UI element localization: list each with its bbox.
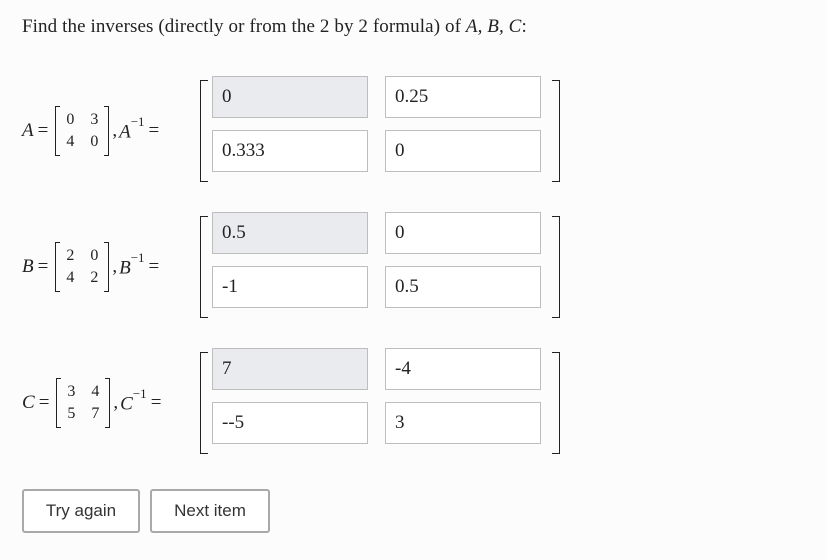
left-bracket	[55, 242, 60, 292]
matrix-b-cell-12: 0	[90, 247, 99, 264]
matrix-b-cell-21: 4	[66, 269, 75, 286]
matrix-b-cell-22: 2	[90, 269, 99, 286]
answer-right-bracket	[552, 80, 560, 182]
matrix-name-a: A	[22, 120, 34, 141]
answer-b-12[interactable]	[385, 212, 541, 254]
right-bracket	[104, 242, 109, 292]
matrix-equation-c	[22, 376, 167, 430]
question-prompt	[22, 16, 527, 38]
matrix-a	[55, 106, 109, 156]
matrix-equation-a	[22, 104, 165, 158]
matrix-name-b: B	[22, 256, 34, 277]
answer-c-11[interactable]	[212, 348, 368, 390]
prompt-variables: A, B, C	[465, 16, 522, 37]
matrix-a-cell-22: 0	[90, 133, 99, 150]
prompt-colon: :	[521, 16, 527, 37]
inverse-label-b: $B^{-1}$	[119, 250, 145, 279]
answer-a-12[interactable]	[385, 76, 541, 118]
matrix-a-cell-12: 3	[90, 111, 99, 128]
left-bracket	[55, 106, 60, 156]
comma: ,	[112, 120, 118, 141]
equals-sign: =	[148, 120, 160, 141]
right-bracket	[105, 378, 110, 428]
answer-b-11[interactable]	[212, 212, 368, 254]
left-bracket	[56, 378, 61, 428]
matrix-b-cell-11: 2	[66, 247, 75, 264]
answer-left-bracket	[200, 80, 208, 182]
matrix-name-c: C	[22, 392, 35, 413]
problem-row-c	[0, 348, 826, 458]
matrix-c-cell-11: 3	[67, 383, 76, 400]
equals-sign: =	[148, 256, 160, 277]
equals-sign: =	[37, 120, 49, 141]
comma: ,	[113, 392, 119, 413]
answer-left-bracket	[200, 216, 208, 318]
comma: ,	[112, 256, 118, 277]
equals-sign: =	[37, 256, 49, 277]
answer-right-bracket	[552, 352, 560, 454]
try-again-button[interactable]: Try again	[22, 489, 140, 533]
inverse-label-a: $A^{-1}$	[119, 114, 145, 143]
answer-c-21[interactable]	[212, 402, 368, 444]
right-bracket	[104, 106, 109, 156]
answer-a-11[interactable]	[212, 76, 368, 118]
problem-row-a	[0, 76, 826, 186]
answer-c-22[interactable]	[385, 402, 541, 444]
problem-row-b	[0, 212, 826, 322]
matrix-b	[55, 242, 109, 292]
equals-sign: =	[38, 392, 50, 413]
matrix-c-cell-22: 7	[91, 405, 100, 422]
next-item-button[interactable]: Next item	[150, 489, 270, 533]
answer-b-22[interactable]	[385, 266, 541, 308]
answer-left-bracket	[200, 352, 208, 454]
answer-a-21[interactable]	[212, 130, 368, 172]
matrix-c-cell-12: 4	[91, 383, 100, 400]
matrix-a-cell-21: 4	[66, 133, 75, 150]
answer-right-bracket	[552, 216, 560, 318]
matrix-c	[56, 378, 110, 428]
answer-c-12[interactable]	[385, 348, 541, 390]
matrix-c-cell-21: 5	[67, 405, 76, 422]
inverse-label-c: $C^{-1}$	[120, 386, 147, 415]
prompt-text: Find the inverses (directly or from the 2 by 2 formula) of	[22, 16, 466, 37]
matrix-equation-b	[22, 240, 165, 294]
answer-a-22[interactable]	[385, 130, 541, 172]
matrix-a-cell-11: 0	[66, 111, 75, 128]
answer-b-21[interactable]	[212, 266, 368, 308]
equals-sign: =	[150, 392, 162, 413]
